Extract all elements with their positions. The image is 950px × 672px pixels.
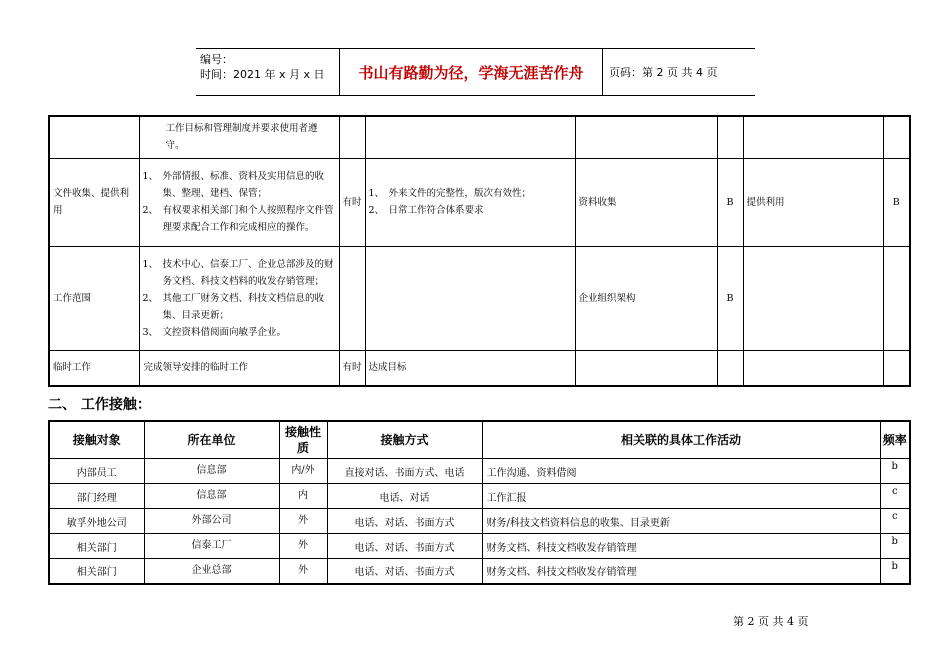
list-line — [369, 202, 572, 219]
level-cell: B — [717, 158, 743, 246]
authority-cell — [339, 246, 365, 350]
column-header: 所在单位 — [144, 421, 279, 459]
contact-cell: 电话、对话、书面方式 — [327, 559, 482, 584]
column-header: 接触性质 — [279, 421, 327, 459]
list-text: 外来文件的完整性，版次有效性； — [388, 188, 532, 199]
contacts-header-row — [49, 421, 910, 459]
level-cell: B — [717, 246, 743, 350]
standard-cell — [365, 116, 575, 158]
contact-cell: 企业总部 — [144, 559, 279, 584]
contact-row — [49, 509, 910, 534]
duty-description-cell — [139, 116, 339, 158]
list-text: 工作目标和管理制度并要求使用者遵守。 — [165, 123, 318, 152]
contact-cell: 部门经理 — [49, 484, 144, 509]
contact-cell: 相关部门 — [49, 559, 144, 584]
list-text: 达成目标 — [368, 362, 407, 374]
list-text: 完成领导安排的临时工作 — [143, 362, 249, 374]
duty-description-cell — [139, 158, 339, 246]
duty-name-cell: 工作范围 — [49, 246, 139, 350]
contact-cell: 工作沟通、资料借阅 — [482, 459, 880, 484]
column-header: 接触对象 — [49, 421, 144, 459]
list-text: 技术中心、信泰工厂、企业总部涉及的财务文档、科技文档料的收发存销管理； — [162, 258, 334, 287]
list-number: 1、 — [142, 258, 159, 270]
duty-row — [49, 246, 910, 350]
list-text: 日常工作符合体系要求 — [388, 205, 484, 216]
related-item-cell — [575, 350, 717, 386]
list-line — [166, 120, 336, 154]
related-item-2-cell — [743, 350, 883, 386]
list-number: 3、 — [142, 326, 159, 338]
duty-name-cell — [49, 116, 139, 158]
contacts-table — [48, 420, 911, 585]
level-cell — [717, 350, 743, 386]
list-number: 2、 — [142, 292, 159, 304]
contact-row — [49, 459, 910, 484]
contact-cell: 财务/科技文档资料信息的收集、目录更新 — [482, 509, 880, 534]
contact-cell: 内部员工 — [49, 459, 144, 484]
contact-cell: 财务文档、科技文档收发存销管理 — [482, 534, 880, 559]
contact-cell: 电话、对话、书面方式 — [327, 509, 482, 534]
duty-row — [49, 350, 910, 386]
related-item-2-cell — [743, 246, 883, 350]
list-text: 其他工厂财务文档、科技文档信息的收集、目录更新； — [162, 292, 325, 321]
level-cell — [717, 116, 743, 158]
related-item-cell — [575, 116, 717, 158]
contact-row — [49, 484, 910, 509]
standard-cell — [365, 158, 575, 246]
contact-cell: 外部公司 — [144, 509, 279, 534]
contact-cell: 工作汇报 — [482, 484, 880, 509]
contact-cell: 外 — [279, 559, 327, 584]
list-number: 1、 — [368, 188, 385, 199]
related-item-cell: 企业组织架构 — [575, 246, 717, 350]
contact-cell: 内/外 — [279, 459, 327, 484]
contact-row — [49, 534, 910, 559]
list-text: 外部情报、标准、资料及实用信息的收集、整理、建档、保管； — [162, 171, 325, 199]
contact-row — [49, 559, 910, 584]
contact-cell: 电话、对话 — [327, 484, 482, 509]
list-text: 文控资料借阅面向敏孚企业。 — [162, 326, 287, 338]
page-footer: 第 2 页 共 4 页 — [733, 615, 809, 628]
contact-cell: 外 — [279, 509, 327, 534]
contact-cell: b — [880, 559, 910, 584]
header-page-number: 页码：第 2 页 共 4 页 — [609, 66, 718, 79]
related-item-2-cell — [743, 116, 883, 158]
list-line — [369, 185, 572, 202]
list-line — [369, 359, 572, 376]
column-header: 频率 — [880, 421, 910, 459]
list-number: 2、 — [142, 205, 159, 216]
contact-cell: c — [880, 484, 910, 509]
column-header: 接触方式 — [327, 421, 482, 459]
contact-cell: 信息部 — [144, 484, 279, 509]
level-2-cell — [883, 350, 910, 386]
related-item-2-cell: 提供利用 — [743, 158, 883, 246]
duty-name-cell: 临时工作 — [49, 350, 139, 386]
list-line — [143, 324, 336, 341]
list-number: 1、 — [142, 171, 159, 182]
authority-cell: 有时 — [339, 350, 365, 386]
page-header — [196, 48, 755, 96]
list-line — [144, 359, 336, 376]
list-text: 有权要求相关部门和个人按照程序文件管理要求配合工作和完成相应的操作。 — [162, 205, 334, 233]
contact-cell: 电话、对话、书面方式 — [327, 534, 482, 559]
standard-cell — [365, 350, 575, 386]
related-item-cell: 资料收集 — [575, 158, 717, 246]
contact-cell: 财务文档、科技文档收发存销管理 — [482, 559, 880, 584]
header-meta — [196, 49, 340, 95]
duty-description-cell — [139, 350, 339, 386]
list-line — [143, 202, 336, 236]
list-line — [143, 290, 336, 324]
column-header: 相关联的具体工作活动 — [482, 421, 880, 459]
duty-description-cell — [139, 246, 339, 350]
authority-cell: 有时 — [339, 158, 365, 246]
duty-name-cell: 文件收集、提供利用 — [49, 158, 139, 246]
duty-row — [49, 116, 910, 158]
contact-cell: 直接对话、书面方式、电话 — [327, 459, 482, 484]
section-2-title: 二、 工作接触： — [48, 397, 151, 413]
list-number: 2、 — [368, 205, 385, 216]
authority-cell — [339, 116, 365, 158]
level-2-cell — [883, 246, 910, 350]
list-line — [143, 168, 336, 202]
contact-cell: 敏孚外地公司 — [49, 509, 144, 534]
contact-cell: 外 — [279, 534, 327, 559]
contact-cell: b — [880, 534, 910, 559]
doc-time-label: 时间：2021 年 x 月 x 日 — [200, 68, 325, 81]
level-2-cell: B — [883, 158, 910, 246]
contact-cell: b — [880, 459, 910, 484]
contact-cell: c — [880, 509, 910, 534]
header-motto: 书山有路勤为径，学海无涯苦作舟 — [340, 49, 603, 95]
duties-table — [48, 115, 911, 387]
contact-cell: 内 — [279, 484, 327, 509]
contact-cell: 信息部 — [144, 459, 279, 484]
contact-cell: 信泰工厂 — [144, 534, 279, 559]
doc-number-label: 编号： — [200, 53, 233, 66]
contact-cell: 相关部门 — [49, 534, 144, 559]
level-2-cell — [883, 116, 910, 158]
duty-row — [49, 158, 910, 246]
list-line — [143, 256, 336, 290]
standard-cell — [365, 246, 575, 350]
